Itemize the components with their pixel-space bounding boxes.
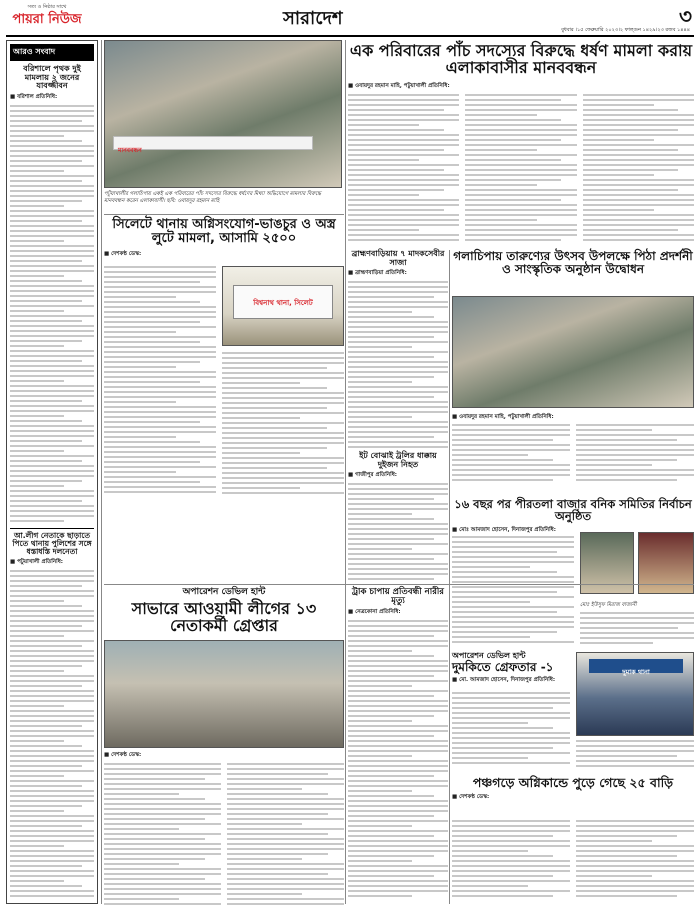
sidebar-story2-byline: ■ পটুয়াখালী প্রতিনিধি:: [10, 559, 63, 566]
sidebar: [6, 40, 98, 904]
story-a-caption: পটুয়াখালীর গলাচিপায় একই এক পরিবারের পাঁচ সদস্যের বিরুদ্ধে ধর্ষণের মিথ্যা অভিযোগে মামলার বিরুদ্ধে মানববন্ধন করেন এলাকাবাসী। ছবি: ওবায়দুর রহমান মাহি: [104, 191, 322, 204]
page-number: ৩: [678, 4, 692, 28]
story-c-title: গলাচিপায় তারুণ্যের উৎসব উপলক্ষে পিঠা প্রদর্শনী ও সাংস্কৃতিক অনুষ্ঠান উদ্বোধন: [453, 249, 693, 276]
story-a-title: এক পরিবারের পাঁচ সদস্যের বিরুদ্ধে ধর্ষণ মামলা করায় এলাকাবাসীর মানববন্ধন: [349, 41, 693, 78]
story-d-title: সিলেটে থানায় অগ্নিসংযোগ-ভাঙচুর ও অস্ত্র লুটে মামলা, আসামি ২৫০০: [112, 217, 336, 247]
sidebar-story2-body: [10, 570, 94, 900]
story-j: [452, 776, 694, 904]
story-i-body: [452, 692, 570, 770]
story-a-byline: ■ ওবায়দুর রহমান মাহি, পটুয়াখালী প্রতিনিধি:: [348, 82, 450, 89]
sidebar-header: আরও সংবাদ: [10, 44, 94, 61]
story-h-body: [348, 620, 448, 900]
row-rule-2: [104, 584, 694, 585]
column-rule-1: [101, 40, 102, 904]
story-i-kicker: অপারেশন ডেভিল হান্ট: [452, 651, 526, 660]
banner: [113, 136, 313, 154]
sign-text: বিশ্বনাথ থানা, সিলেট: [253, 299, 313, 307]
story-c-byline: ■ ওবায়দুর রহমান মাহি, পটুয়াখালী প্রতিনিধি:: [452, 414, 554, 420]
logo-text: পায়রা নিউজ: [12, 12, 82, 27]
story-i-byline: ■ মো. আমজাদ হোসেন, দিনাজপুর প্রতিনিধি:: [452, 676, 556, 683]
sidebar-story1-byline: ■ বরিশাল প্রতিনিধি:: [10, 93, 58, 100]
story-e-body: [348, 483, 448, 581]
story-c: [452, 250, 694, 490]
row-rule-1: [104, 214, 344, 215]
logo: [6, 4, 88, 30]
story-a: [348, 42, 694, 247]
sidebar-story1-body: [10, 105, 94, 525]
story-d-photo: [222, 266, 344, 346]
story-d-body-right: [222, 352, 344, 496]
story-c-photo: [452, 296, 694, 408]
story-j-title: পঞ্চগড়ে অগ্নিকান্ডে পুড়ে গেছে ২৫ বাড়ি: [472, 775, 674, 790]
sign-board: [233, 285, 333, 319]
story-g-title: সাভারে আওয়ামী লীগের ১৩ নেতাকর্মী গ্রেপ্তার: [131, 598, 317, 635]
story-d: [104, 218, 344, 500]
story-b: [348, 250, 448, 450]
column-rule-2: [345, 40, 346, 904]
police-sign-text: দুমাক থানা: [622, 668, 650, 676]
portraits: [580, 532, 694, 602]
story-g-photo: [104, 640, 344, 748]
story-b-body: [348, 281, 448, 451]
story-d-body-left: [104, 266, 216, 496]
column-rule-3: [449, 250, 450, 904]
banner-text: মানববন্ধন: [118, 147, 142, 154]
sidebar-story2-title: আ.লীগ নেতাকে ছাড়াতে পিতে থানায় পুলিশের সঙ্গে ধস্তাধস্তি দলনেতা: [12, 530, 92, 557]
story-e-byline: ■ গাজীপুর প্রতিনিধি:: [348, 472, 397, 479]
masthead-rule: [6, 35, 694, 37]
section-title: সারাদেশ: [283, 8, 343, 29]
story-g-body: [104, 763, 344, 910]
story-j-byline: ■ দেশকন্ঠ ডেস্ক:: [452, 793, 490, 800]
story-i: [452, 652, 694, 772]
story-c-body: [452, 424, 694, 486]
sidebar-story1-title: বরিশালে পৃথক দুই মামলায় ২ জনের যাবজ্জীবন: [23, 64, 81, 91]
story-g-kicker: অপারেশন ডেভিল হান্ট: [182, 587, 266, 597]
date-line: বুধবার ।১৫ ফেব্রুয়ারি ২০২৩।২ ফাল্গুন ১৪২৯।২৩ রজব ১৪৪৪: [561, 27, 690, 33]
story-f-byline: ■ মোঃ আমজাদ হোসেন, দিনাজপুর প্রতিনিধি:: [452, 526, 556, 533]
story-h-byline: ■ নেত্রকোনা প্রতিনিধি:: [348, 609, 401, 616]
logo-tagline: সত্য ও নিষ্ঠার সাথে: [27, 4, 67, 10]
story-i-photo: [576, 652, 694, 736]
story-e: [348, 452, 448, 584]
masthead: [0, 0, 700, 36]
story-j-body: [452, 820, 694, 904]
police-sign: [589, 659, 683, 676]
story-f-body: [452, 536, 574, 646]
story-f-body-2: [580, 612, 694, 646]
story-a-photo: [104, 40, 342, 188]
story-h: [348, 588, 448, 904]
story-f-title: ১৬ বছর পর পীরতলা বাজার বনিক সমিতির নির্বাচন অনুষ্ঠিত: [454, 497, 692, 524]
story-g: [104, 588, 344, 904]
story-g-byline: ■ দেশকন্ঠ ডেস্ক:: [104, 752, 142, 759]
story-b-title: ব্রাহ্মণবাড়িয়ায় ৭ মাদকসেবীর সাজা: [351, 249, 445, 267]
story-f: [452, 498, 694, 648]
sidebar-divider: [10, 528, 94, 529]
story-i-body-2: [576, 740, 694, 770]
story-e-title: ইট বোঝাই ট্রলির ধাক্কায় দুইজন নিহত: [359, 451, 437, 469]
story-b-byline: ■ ব্রাহ্মণবাড়িয়া প্রতিনিধি:: [348, 270, 407, 277]
story-h-title: ট্রাক চাপায় প্রতিবন্ধী নারীর মৃত্যু: [352, 587, 444, 607]
story-d-byline: ■ দেশকন্ঠ ডেস্ক:: [104, 251, 142, 258]
story-a-body: [348, 94, 694, 244]
story-i-title: দুমকিতে গ্রেফতার -১: [452, 659, 554, 674]
story-f-caption: মোঃ ইউসুফ মিরাজ বাজানী: [580, 602, 637, 608]
